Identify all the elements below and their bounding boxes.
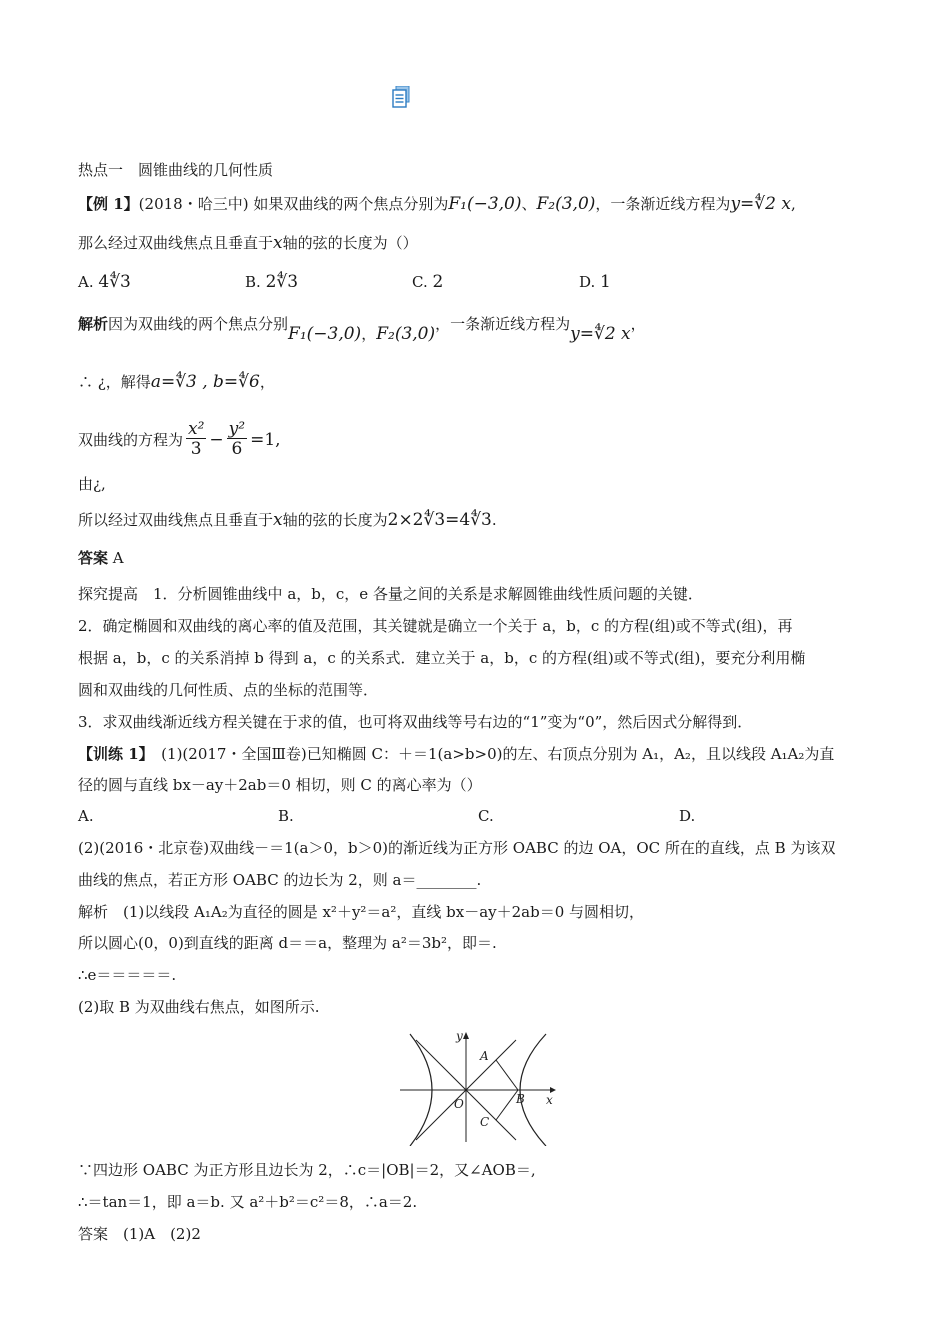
option-a-value: 4∜3: [98, 272, 131, 292]
focus-f2: F₂(3,0): [536, 194, 596, 214]
solution-1-line1: [78, 314, 646, 344]
document-icon: [392, 86, 410, 108]
asymptote-eq: y=∜2 x: [730, 194, 791, 214]
solution-2-line1: 解析 (1)以线段 A₁A₂为直径的圆是 x²＋y²＝a²，直线 bx－ay＋2ab＝0 与圆相切，: [78, 903, 645, 921]
answer-value: A: [112, 549, 124, 567]
solution-text-a: 因为双曲线的两个焦点分别: [108, 315, 289, 333]
x-label: x: [546, 1093, 553, 1107]
solution-1-line3: [78, 420, 281, 459]
example-sep: 、: [521, 195, 537, 213]
option-d-label: D.: [579, 273, 596, 291]
option-c-label: C.: [412, 273, 428, 291]
solution-1-line4: 由¿,: [78, 475, 106, 493]
example-line2-text: 那么经过双曲线焦点且垂直于: [78, 234, 274, 252]
option-b: [245, 272, 298, 292]
answer-2: 答案 (1)A (2)2: [78, 1225, 201, 1243]
option-d: [579, 272, 611, 292]
option-a: [78, 272, 131, 292]
square-side-cb: [496, 1090, 518, 1120]
solution-l5-text: 所以经过双曲线焦点且垂直于: [78, 511, 274, 529]
option-d-value: 1: [600, 272, 611, 292]
point-a-label: A: [480, 1049, 489, 1063]
tip-line5: 3．求双曲线渐近线方程关键在于求的值，也可将双曲线等号右边的“1”变为“0”，然后因式分解得到．: [78, 713, 753, 731]
solution-label: 解析: [78, 315, 109, 333]
solution-f2: F₂(3,0): [376, 324, 436, 344]
example-text-c: ,: [790, 195, 796, 213]
y-axis-arrow: [463, 1032, 469, 1039]
solution-l2-end: ，: [259, 373, 275, 391]
point-b-label: B: [516, 1092, 525, 1106]
equals-one: =1,: [250, 429, 281, 450]
example-1-question: [78, 194, 796, 214]
solution-1-line2: [78, 372, 275, 392]
solution-l5-text-b: 轴的弦的长度为: [282, 511, 388, 529]
example-line2-text-b: 轴的弦的长度为（）: [282, 234, 418, 252]
example-text-b: ，一条渐近线方程为: [595, 195, 731, 213]
hyperbola-figure: [398, 1030, 558, 1146]
example-1-question-line2: [78, 233, 418, 253]
fraction-denominator-3: 3: [190, 439, 202, 459]
option-b-value: 2∜3: [265, 272, 299, 292]
training-label: 【训练 1】: [78, 745, 147, 763]
training-line2: 径的圆与直线 bx－ay＋2ab＝0 相切，则 C 的离心率为（）: [78, 776, 482, 794]
solution-l5-math: 2×2∜3=4∜3: [387, 510, 492, 530]
option-c-value: 2: [432, 272, 444, 292]
training-line1: [78, 744, 834, 764]
fraction-denominator-6: 6: [231, 439, 243, 459]
solution-comma: ，: [361, 325, 377, 343]
tip-line2: 2．确定椭圆和双曲线的离心率的值及范围，其关键就是确立一个关于 a，b，c 的方程(组)或不等式(组)，再: [78, 617, 793, 635]
tip-line1: 探究提高 1．分析圆锥曲线中 a，b，c，e 各量之间的关系是求解圆锥曲线性质问题的关键．: [78, 585, 703, 603]
section-title: 热点一 圆锥曲线的几何性质: [78, 161, 274, 179]
solution-2-line3: ∴e＝＝＝＝＝.: [78, 966, 177, 984]
point-c-label: C: [480, 1115, 490, 1129]
training-option-b: B.: [278, 807, 294, 825]
solution-l2-math: a=∜3 , b=∜6: [150, 372, 260, 392]
training-option-c: C.: [478, 807, 494, 825]
fraction-numerator-x: x²: [188, 419, 205, 439]
square-side-ab: [496, 1060, 518, 1090]
solution-l5-x: x: [273, 510, 283, 530]
training-option-a: A.: [78, 807, 94, 825]
solution-2-line6: ∴＝tan＝1，即 a＝b. 又 a²＋b²＝c²＝8，∴a＝2.: [78, 1193, 418, 1211]
solution-2-line5: ∵四边形 OABC 为正方形且边长为 2，∴c＝|OB|＝2，又∠AOB＝,: [78, 1161, 536, 1179]
solution-l3-text: 双曲线的方程为: [78, 431, 184, 449]
solution-l5-end: .: [491, 511, 497, 529]
tip-line4: 圆和双曲线的几何性质、点的坐标的范围等．: [78, 681, 379, 699]
answer-label: 答案: [78, 549, 109, 567]
origin-label: O: [454, 1097, 464, 1111]
answer-1: [78, 548, 124, 568]
focus-f1: F₁(−3,0): [448, 194, 522, 214]
training-line3: (2)(2016・北京卷)双曲线－＝1(a＞0，b＞0)的渐近线为正方形 OABC 的边 OA，OC 所在的直线，点 B 为该双: [78, 839, 836, 857]
fraction-y2-over-6: [227, 420, 247, 459]
fraction-x2-over-3: [186, 420, 206, 459]
minus-sign: −: [209, 429, 224, 450]
y-label: y: [456, 1030, 463, 1043]
solution-text-c: ，: [630, 315, 646, 333]
option-b-label: B.: [245, 273, 261, 291]
solution-text-b: ，一条渐近线方程为: [435, 315, 571, 333]
fraction-numerator-y: y²: [228, 419, 246, 439]
example-text-a: (2018・哈三中) 如果双曲线的两个焦点分别为: [138, 195, 449, 213]
option-c: [412, 272, 443, 292]
training-option-d: D.: [679, 807, 696, 825]
option-a-label: A.: [78, 273, 94, 291]
example-label: 【例 1】: [78, 195, 139, 213]
solution-2-line4: (2)取 B 为双曲线右焦点，如图所示.: [78, 998, 320, 1016]
solution-2-line2: 所以圆心(0，0)到直线的距离 d＝＝a，整理为 a²＝3b²，即＝.: [78, 934, 497, 952]
solution-f1: F₁(−3,0): [288, 324, 362, 344]
training-text-1: (1)(2017・全国Ⅲ卷)已知椭圆 C：＋＝1(a>b>0)的左、右顶点分别为 A₁，A₂，且以线段 A₁A₂为直: [146, 745, 835, 763]
solution-l2-text: ∴ ¿，解得: [78, 373, 151, 391]
solution-1-line5: [78, 510, 497, 530]
training-line4: 曲线的焦点，若正方形 OABC 的边长为 2，则 a＝________.: [78, 871, 482, 889]
example-line2-x: x: [273, 233, 283, 253]
tip-line3: 根据 a，b，c 的关系消掉 b 得到 a，c 的关系式．建立关于 a，b，c 的方程(组)或不等式(组)，要充分利用椭: [78, 649, 806, 667]
solution-asymptote: y=∜2 x: [570, 324, 631, 344]
